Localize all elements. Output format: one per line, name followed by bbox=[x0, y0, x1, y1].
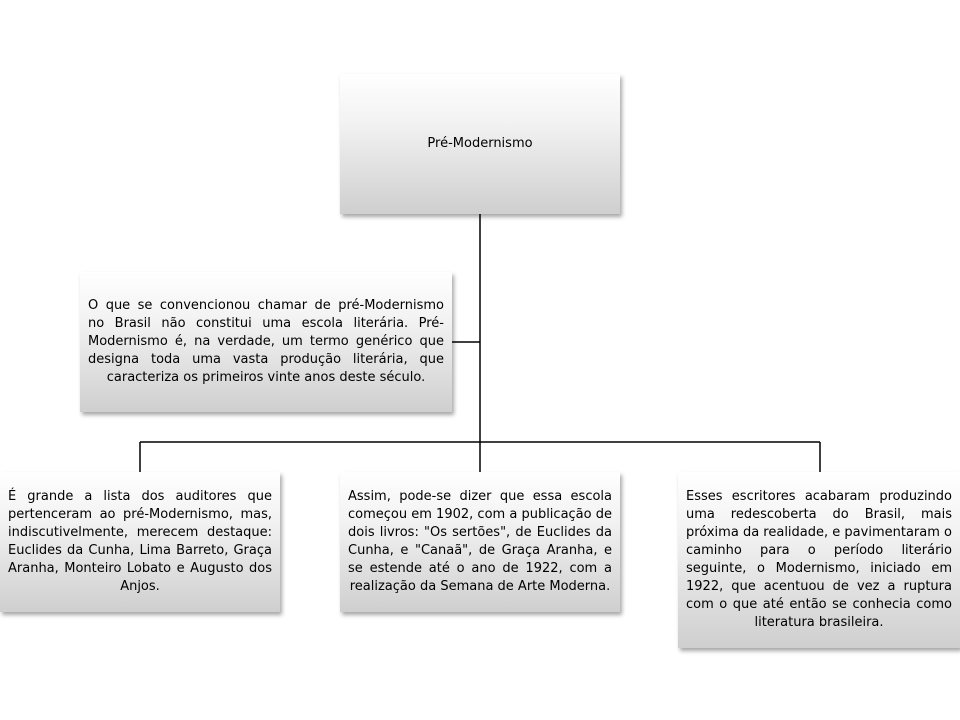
child-node-timeline-text: Assim, pode-se dizer que essa escola começou em 1902, com a publicação de dois livros: "Os sertões", de Euclides da Cunha, e "Canaã", de Graça Aranha, e se estende até o ano de 1922, com a realização da Semana de Arte Moderna. bbox=[348, 489, 612, 594]
child-node-legacy-text: Esses escritores acabaram produzindo uma redescoberta do Brasil, mais próxima da realidade, e pavimentaram o caminho para o período literário seguinte, o Modernismo, iniciado em 1922, que acentuou de vez a ruptura com o que até então se conhecia como literatura brasileira. bbox=[686, 489, 952, 630]
child-node-legacy bbox=[678, 472, 960, 648]
child-node-timeline bbox=[340, 472, 620, 612]
assistant-note-node bbox=[80, 272, 452, 412]
child-node-authors-text: É grande a lista dos auditores que pertenceram ao pré-Modernismo, mas, indiscutivelmente, merecem destaque: Euclides da Cunha, Lima Barreto, Graça Aranha, Monteiro Lobato e Augusto dos Anjos. bbox=[8, 489, 272, 594]
child-node-authors bbox=[0, 472, 280, 612]
assistant-note-text: O que se convencionou chamar de pré-Modernismo no Brasil não constitui uma escola literária. Pré-Modernismo é, na verdade, um termo genérico que designa toda uma vasta produção literária, que caracteriza os primeiros vinte anos deste século. bbox=[88, 298, 444, 385]
root-node bbox=[340, 74, 620, 214]
root-node-label: Pré-Modernismo bbox=[427, 136, 533, 151]
